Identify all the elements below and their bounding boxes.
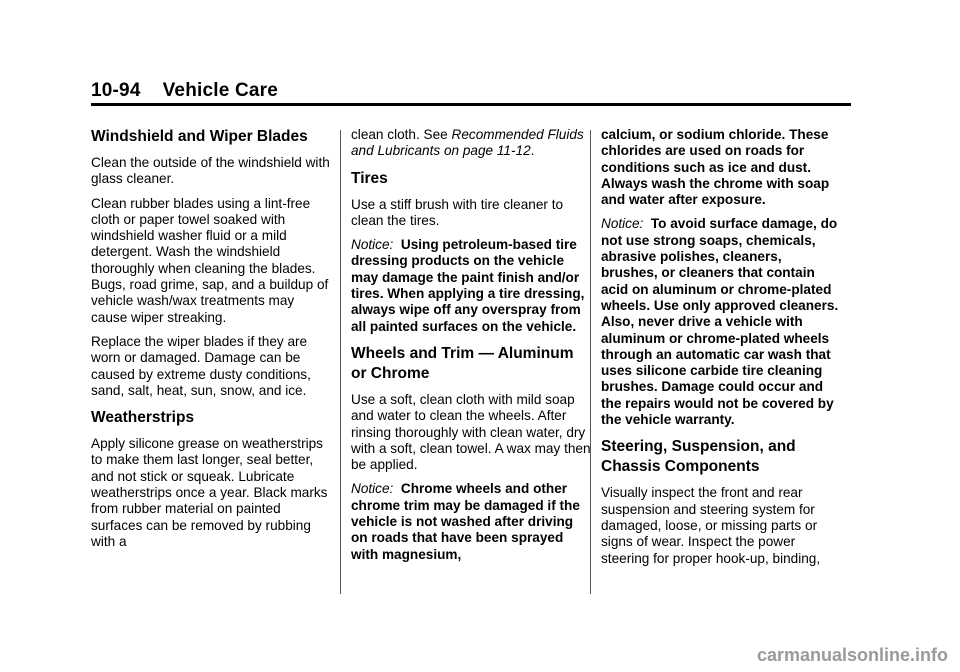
paragraph: Clean the outside of the windshield with glass cleaner. [91,155,330,187]
column-3 [601,127,841,575]
heading-windshield: Windshield and Wiper Blades [91,128,308,145]
notice-label: Notice: [601,216,644,232]
notice [351,237,591,335]
notice [601,216,841,428]
notice-label: Notice: [351,237,394,253]
paragraph: Use a stiff brush with tire cleaner to clean the tires. [351,196,564,228]
heading-weatherstrips: Weatherstrips [91,409,195,427]
notice-label: Notice: [351,481,394,497]
notice-text: To avoid surface damage, do not use strong soaps, chemicals, abrasive polishes, cleaners, brushes, or cleaners that contain acid on aluminum or chrome-plated wheels. Use only approved cleaners. Also, never drive a vehicle with aluminum or chrome-plated wheels through an automatic car wash that uses silicone carbide tire cleaning brushes. Damage could occur and the repairs would not be covered by the vehicle warranty. [601,216,839,428]
heading-wheels: Wheels and Trim — Aluminum or Chrome [351,344,574,382]
paragraph: Clean rubber blades using a lint-free cloth or paper towel soaked with windshield washer fluid or a mild detergent. Wash the windshield thoroughly when cleaning the blades. Bugs, road grime, sap, and a buildup of vehicle wash/wax treatments may cause wiper streaking. [91,195,329,325]
notice-text: Chrome wheels and other chrome trim may be damaged if the vehicle is not washed after driving on roads that have been sprayed with magnesium, [351,481,580,562]
header-rule [91,103,851,106]
column-divider [340,130,341,594]
section-title: Vehicle Care [162,80,279,101]
page-header [91,80,278,102]
column-1 [91,127,331,558]
paragraph [351,127,591,160]
cross-reference-link[interactable]: Recommended Fluids and Lubricants on page 11-12 [351,127,584,159]
column-2 [351,127,591,571]
watermark: carmanualsonline.info [756,645,948,665]
paragraph: Use a soft, clean cloth with mild soap and water to clean the wheels. After rinsing thoroughly with clean water, dry with a soft, clean towel. A wax may then be applied. [351,391,591,473]
notice [351,481,591,562]
paragraph: Apply silicone grease on weatherstrips to make them last longer, seal better, and not stick or squeak. Lubricate weatherstrips once a year. Black marks from rubber material on painted surfaces can be removed by rubbing with a [91,436,328,549]
paragraph: Visually inspect the front and rear suspension and steering system for damaged, loose, or missing parts or signs of wear. Inspect the power steering for proper hook-up, binding, [601,485,821,566]
paragraph: Replace the wiper blades if they are worn or damaged. Damage can be caused by extreme dusty conditions, sand, salt, heat, sun, snow, and ice. [91,333,311,398]
paragraph-text: . [530,143,535,159]
page-number: 10-94 [91,80,141,101]
paragraph-text: clean cloth. See [351,127,452,142]
notice-text: Using petroleum-based tire dressing products on the vehicle may damage the paint finish and/or tires. When applying a tire dressing, always wipe off any overspray from all painted surfaces on the vehicle. [351,237,585,334]
heading-steering: Steering, Suspension, and Chassis Components [601,438,796,476]
heading-tires: Tires [351,169,388,187]
notice-continuation: calcium, or sodium chloride. These chlorides are used on roads for conditions such as ice and dust. Always wash the chrome with soap and water after exposure. [601,127,830,208]
